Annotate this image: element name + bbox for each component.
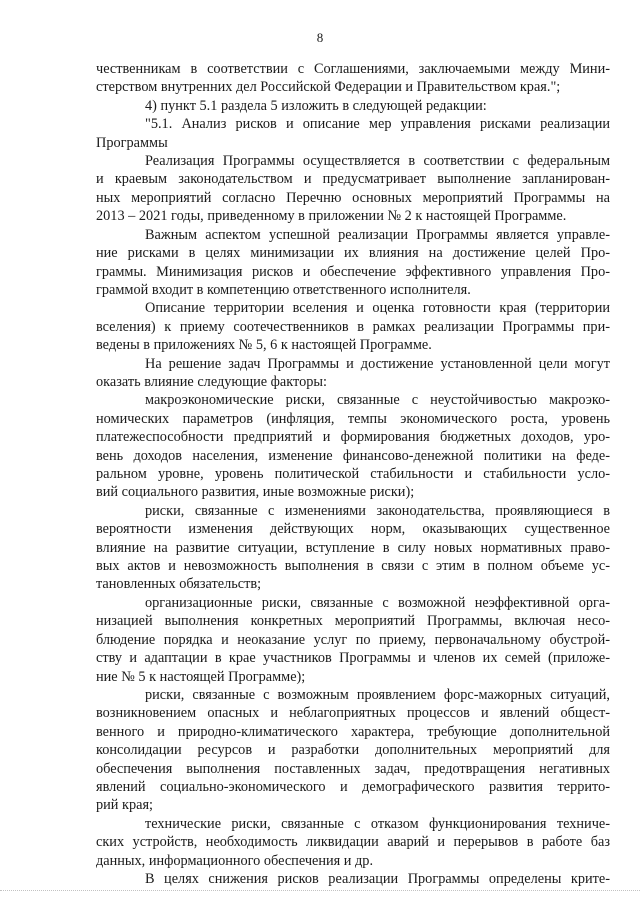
text-line: технические риски, связанные с отказом функционирования техниче- bbox=[145, 816, 610, 832]
text-line: данных, информационного обеспечения и др. bbox=[96, 853, 374, 869]
text-line: вий социального развития, иные возможные риски); bbox=[96, 484, 415, 500]
text-line: явлений социально-экономического и демографического развития террито- bbox=[96, 779, 610, 795]
text-line: венного и природно-климатического характера, требующие дополнительной bbox=[96, 724, 610, 740]
text-line: ских устройств, необходимость ликвидации аварий и перерывов в работе баз bbox=[96, 834, 610, 850]
text-line: рий края; bbox=[96, 797, 154, 813]
text-line: стерством внутренних дел Российской Федерации и Правительством края."; bbox=[96, 79, 561, 95]
text-line: Программы bbox=[96, 135, 168, 151]
text-line: ству и адаптации в крае участников Программы и членов их семей (приложе- bbox=[96, 650, 610, 666]
scan-edge-artifact bbox=[0, 890, 640, 892]
text-line: Реализация Программы осуществляется в соответствии с федеральным bbox=[145, 153, 610, 169]
text-line: граммы. Минимизация рисков и обеспечение эффективного управления Про- bbox=[96, 264, 610, 280]
text-line: Важным аспектом успешной реализации Программы является управле- bbox=[145, 227, 610, 243]
text-line: тановленных обязательств; bbox=[96, 576, 262, 592]
text-line: вероятности изменения действующих норм, оказывающих существенное bbox=[96, 521, 610, 537]
text-line: риски, связанные с возможным проявлением форс-мажорных ситуаций, bbox=[145, 687, 610, 703]
text-line: номических параметров (инфляция, темпы экономического роста, уровень bbox=[96, 411, 610, 427]
text-line: макроэкономические риски, связанные с неустойчивостью макроэко- bbox=[145, 392, 610, 408]
page-number: 8 bbox=[316, 30, 324, 45]
text-line: блюдение порядка и неоказание услуг по приему, первоначальному обустрой- bbox=[96, 632, 610, 648]
text-line: оказать влияние следующие факторы: bbox=[96, 374, 327, 390]
text-line: вселения) к приему соотечественников в рамках реализации Программы при- bbox=[96, 319, 610, 335]
text-line: 4) пункт 5.1 раздела 5 изложить в следующей редакции: bbox=[145, 98, 487, 114]
text-line: возникновением опасных и неблагоприятных процессов и явлений общест- bbox=[96, 705, 610, 721]
text-line: низацией выполнения конкретных мероприятий Программы, включая несо- bbox=[96, 613, 610, 629]
text-line: чественникам в соответствии с Соглашениями, заключаемыми между Мини- bbox=[96, 61, 610, 77]
text-line: и краевым законодательством и предусматривает выполнение запланирован- bbox=[96, 171, 610, 187]
text-line: вых актов и невозможность выполнения в связи с этим в полном объеме ус- bbox=[96, 558, 610, 574]
text-line: На решение задач Программы и достижение установленной цели могут bbox=[145, 356, 610, 372]
text-line: "5.1. Анализ рисков и описание мер управления рисками реализации bbox=[145, 116, 610, 132]
text-line: ральном уровне, уровень политической стабильности и стабильности усло- bbox=[96, 466, 610, 482]
text-line: консолидации ресурсов и разработки дополнительных мероприятий для bbox=[96, 742, 610, 758]
text-line: ных мероприятий согласно Перечню основных мероприятий Программы на bbox=[96, 190, 610, 206]
text-line: В целях снижения рисков реализации Программы определены крите- bbox=[145, 871, 610, 887]
text-line: Описание территории вселения и оценка готовности края (территории bbox=[145, 300, 610, 316]
text-line: платежеспособности предприятий и формирования бюджетных доходов, уро- bbox=[96, 429, 610, 445]
text-line: ведены в приложениях № 5, 6 к настоящей Программе. bbox=[96, 337, 432, 353]
text-line: обеспечения выполнения поставленных задач, предотвращения негативных bbox=[96, 761, 610, 777]
text-line: ние рисками в целях минимизации их влияния на достижение целей Про- bbox=[96, 245, 610, 261]
text-line: влияние на развитие ситуации, вступление в силу новых нормативных право- bbox=[96, 540, 610, 556]
text-line: вень доходов населения, изменение финансово-денежной политики на феде- bbox=[96, 448, 610, 464]
text-line: граммой входит в компетенцию ответственного исполнителя. bbox=[96, 282, 471, 298]
text-line: организационные риски, связанные с возможной неэффективной орга- bbox=[145, 595, 610, 611]
text-line: ние № 5 к настоящей Программе); bbox=[96, 669, 306, 685]
text-line: 2013 – 2021 годы, приведенному в приложении № 2 к настоящей Программе. bbox=[96, 208, 567, 224]
text-line: риски, связанные с изменениями законодательства, проявляющиеся в bbox=[145, 503, 610, 519]
